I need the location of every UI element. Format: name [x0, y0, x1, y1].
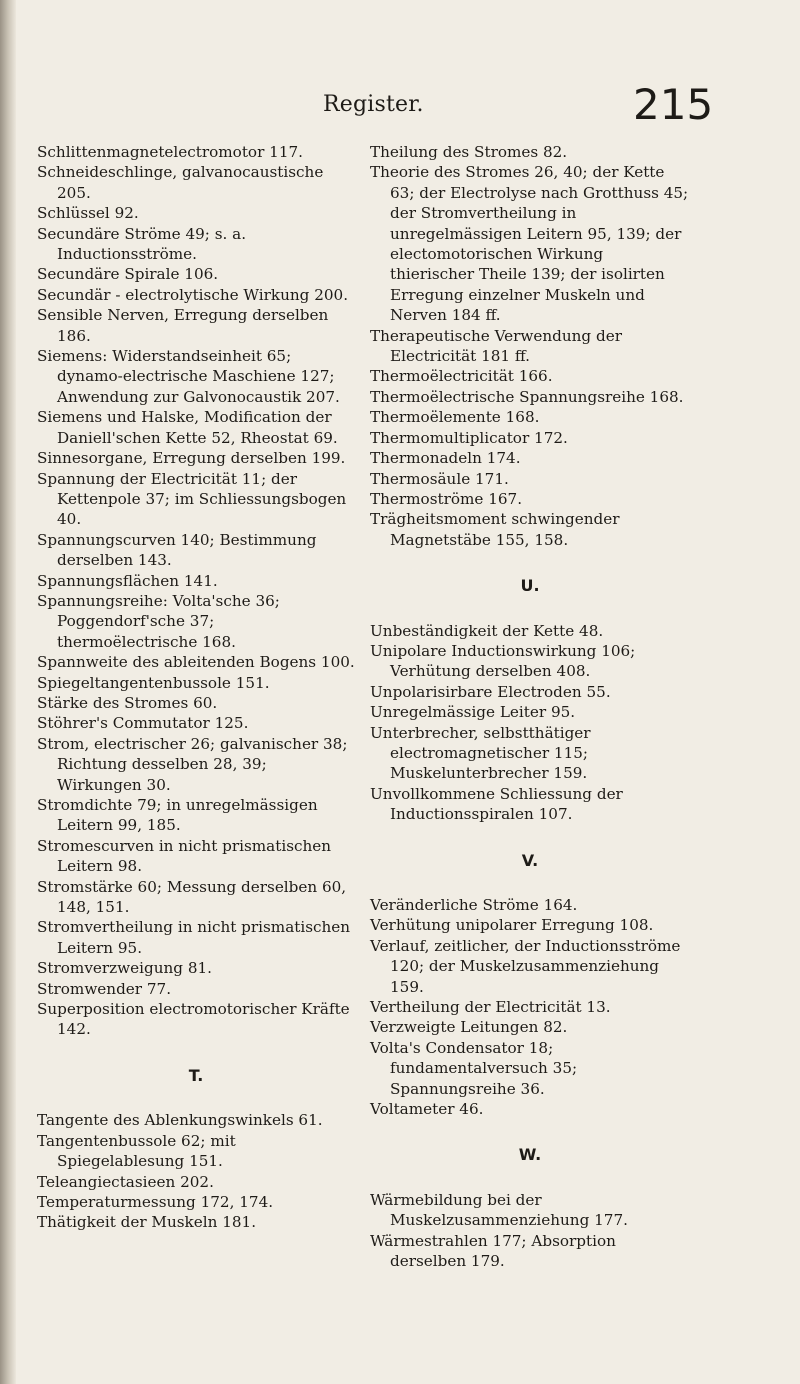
- left-index-column: [37, 142, 355, 1233]
- index-entry: Vertheilung der Electricität 13.: [370, 998, 611, 1017]
- index-entry: Thermoëlectricität 166.: [370, 367, 553, 386]
- index-entries-s: [37, 142, 355, 1040]
- index-entries-t: [37, 1110, 355, 1232]
- section-heading-w: W.: [518, 1145, 542, 1165]
- index-entry: Unbeständigkeit der Kette 48.: [370, 621, 604, 640]
- index-entry: Stöhrer's Commutator 125.: [37, 714, 249, 733]
- index-entry: Unterbrecher, selbstthätiger electromagnetischer 115; Muskelunterbrecher 159.: [370, 723, 591, 783]
- index-entry: Therapeutische Verwendung der Electricität 181 ff.: [370, 326, 622, 366]
- index-entry: Siemens und Halske, Modification der Daniell'schen Kette 52, Rheostat 69.: [37, 408, 338, 447]
- section-heading-t: T.: [188, 1065, 204, 1085]
- index-entry: Spannungscurven 140; Bestimmung derselben 143.: [37, 530, 317, 570]
- index-entry: Stromescurven in nicht prismatischen Leitern 98.: [37, 836, 332, 876]
- index-entry: Thermoëlemente 168.: [370, 408, 540, 427]
- index-entry: Spannungsflächen 141.: [37, 571, 218, 590]
- index-entry: Stromwender 77.: [37, 979, 172, 998]
- index-entry: Unregelmässige Leiter 95.: [370, 703, 576, 722]
- index-entry: Spannung der Electricität 11; der Kettenpole 37; im Schliessungsbogen 40.: [37, 469, 347, 529]
- page-number: 215: [633, 80, 714, 129]
- index-entry: Stärke des Stromes 60.: [37, 693, 218, 712]
- index-entry: Sinnesorgane, Erregung derselben 199.: [37, 449, 346, 468]
- index-entry: Unvollkommene Schliessung der Inductionsspiralen 107.: [370, 784, 623, 824]
- index-entry: Trägheitsmoment schwingender Magnetstäbe 155, 158.: [370, 510, 620, 549]
- right-index-column: [370, 142, 690, 1272]
- index-entry: Temperaturmessung 172, 174.: [37, 1192, 274, 1211]
- index-entry: Voltameter 46.: [370, 1100, 484, 1119]
- index-entry: Schneideschlinge, galvanocaustische 205.: [37, 163, 324, 202]
- index-entry: Verlauf, zeitlicher, der Inductionsströme 120; der Muskelzusammenziehung 159.: [370, 936, 681, 996]
- index-entry: Schlüssel 92.: [37, 204, 139, 223]
- index-entry: Tangentenbussole 62; mit Spiegelablesung 151.: [37, 1131, 236, 1171]
- page-spine-shadow: [0, 0, 16, 1384]
- index-entry: Thermonadeln 174.: [370, 449, 521, 468]
- index-entries-v: [370, 895, 690, 1119]
- index-entry: Spannweite des ableitenden Bogens 100.: [37, 653, 355, 672]
- section-heading-u: U.: [520, 576, 540, 596]
- index-entry: Schlittenmagnetelectromotor 117.: [37, 143, 303, 161]
- index-entry: Stromdichte 79; in unregelmässigen Leitern 99, 185.: [37, 796, 318, 835]
- index-entry: Superposition electromotorischer Kräfte 142.: [37, 1000, 350, 1039]
- index-entry: Spannungsreihe: Volta'sche 36; Poggendorf'sche 37; thermoëlectrische 168.: [37, 591, 280, 651]
- index-entry: Stromvertheilung in nicht prismatischen Leitern 95.: [37, 918, 351, 957]
- index-entries-u: [370, 621, 690, 825]
- index-entry: Thermomultiplicator 172.: [370, 428, 568, 447]
- index-entry: Veränderliche Ströme 164.: [370, 896, 578, 914]
- index-entry: Strom, electrischer 26; galvanischer 38; Richtung desselben 28, 39; Wirkungen 30.: [37, 734, 348, 794]
- index-entries-t-continued: [370, 142, 690, 550]
- index-entry: Stromstärke 60; Messung derselben 60, 148, 151.: [37, 877, 347, 917]
- index-entry: Volta's Condensator 18; fundamentalversuch 35; Spannungsreihe 36.: [370, 1038, 578, 1098]
- index-entry: Tangente des Ablenkungswinkels 61.: [37, 1111, 323, 1130]
- index-entry: Verhütung unipolarer Erregung 108.: [370, 916, 654, 935]
- index-entry: Siemens: Widerstandseinheit 65; dynamo-electrische Maschiene 127; Anwendung zur Galvonocaustik 207.: [37, 347, 340, 406]
- index-entry: Unipolare Inductionswirkung 106; Verhütung derselben 408.: [370, 641, 636, 681]
- index-entry: Sensible Nerven, Erregung derselben 186.: [37, 306, 329, 345]
- index-entry: Stromverzweigung 81.: [37, 959, 212, 978]
- index-entry: Secundäre Ströme 49; s. a. Inductionsströme.: [37, 224, 247, 264]
- index-entry: Secundäre Spirale 106.: [37, 265, 219, 284]
- index-entry: Secundär - electrolytische Wirkung 200.: [37, 285, 349, 304]
- index-entry: Verzweigte Leitungen 82.: [370, 1018, 568, 1037]
- index-entry: Thermosäule 171.: [370, 469, 509, 488]
- index-entry: Thermoströme 167.: [370, 489, 523, 508]
- running-header: Register.: [323, 92, 424, 117]
- index-entry: Theorie des Stromes 26, 40; der Kette 63; der Electrolyse nach Grotthuss 45; der Stromvertheilung in unregelmässigen Leitern 95, 139; der electomotorischen Wirkung thierischer Theile 139; der isolirten Erregung einzelner Muskeln und Nerven 184 ff.: [370, 163, 689, 325]
- index-entry: Theilung des Stromes 82.: [370, 143, 568, 161]
- index-entry: Teleangiectasieen 202.: [37, 1172, 214, 1191]
- section-heading-v: V.: [521, 850, 539, 870]
- index-entries-w: [370, 1190, 690, 1272]
- index-entry: Spiegeltangentenbussole 151.: [37, 673, 270, 692]
- index-entry: Wärmestrahlen 177; Absorption derselben 179.: [370, 1231, 616, 1271]
- index-entry: Wärmebildung bei der Muskelzusammenziehung 177.: [370, 1190, 628, 1230]
- index-entry: Thätigkeit der Muskeln 181.: [37, 1213, 257, 1232]
- index-entry: Thermoëlectrische Spannungsreihe 168.: [370, 387, 684, 406]
- index-entry: Unpolarisirbare Electroden 55.: [370, 682, 611, 701]
